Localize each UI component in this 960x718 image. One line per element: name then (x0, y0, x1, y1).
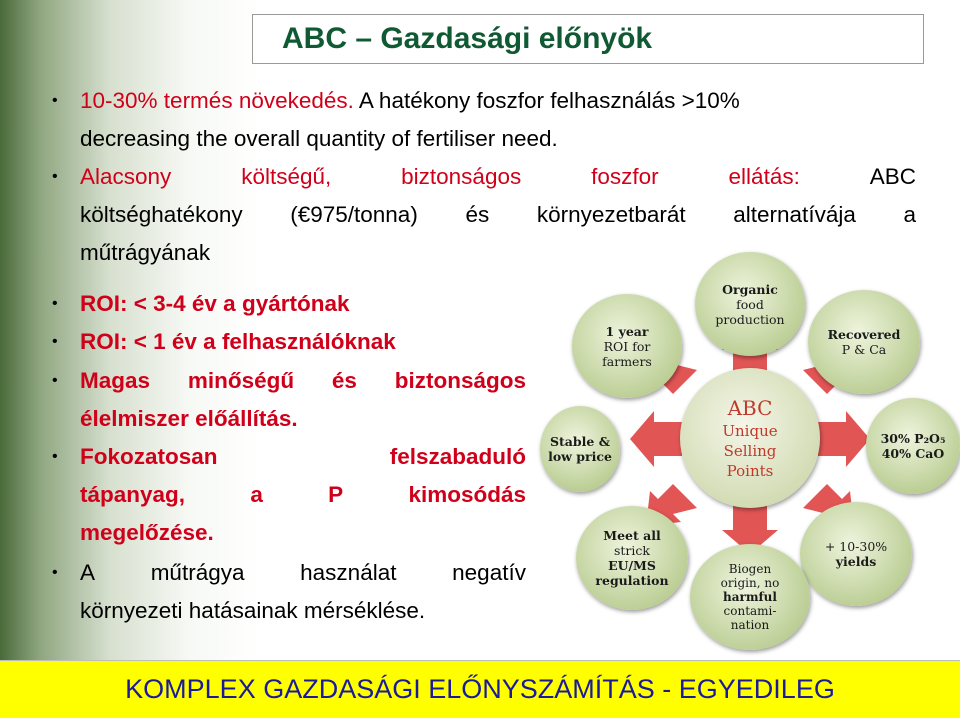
usp-price-circle (540, 406, 620, 492)
usp-roi-circle (572, 294, 682, 398)
bullet-2-line-2-word: és (465, 202, 490, 227)
bullet-2-word: ellátás: (728, 164, 800, 189)
bullet-7-line-2: környezeti hatásainak mérséklése. (80, 598, 426, 623)
usp-recovered-label: Recovered (827, 327, 901, 342)
bullet-1-highlight: 10-30% termés növekedés. (80, 88, 354, 113)
bullet-5-word: Magas (80, 368, 151, 393)
usp-organic-label: food (736, 296, 764, 312)
usp-recovered-label: P & Ca (841, 342, 887, 357)
bullet-5-line-2: élelmiszer előállítás. (80, 406, 298, 431)
usp-biogen-label: contami- (723, 604, 777, 618)
bullet-3-text: ROI: < 3-4 év a gyártónak (80, 291, 350, 316)
usp-roi-label: farmers (602, 353, 652, 369)
bullet-5-word: biztonságos (394, 368, 526, 393)
bullet-1-line-2: decreasing the overall quantity of fertiliser need. (80, 126, 558, 151)
bullet-6-line-2-word: kimosódás (408, 482, 526, 507)
bullet-dot-icon: • (52, 372, 58, 389)
bullet-dot-icon: • (52, 168, 58, 185)
usp-roi-label: 1 year (605, 323, 649, 339)
usp-organic-label: Organic (722, 281, 778, 297)
bullet-2-word: biztonságos (401, 164, 522, 189)
bullet-dot-icon: • (52, 92, 58, 109)
bullet-dot-icon: • (52, 448, 58, 465)
arrow-left-icon (630, 411, 682, 467)
bullet-2-line-3: műtrágyának (80, 240, 211, 265)
usp-biogen-label: harmful (723, 590, 777, 604)
usp-regulation-circle (576, 506, 688, 610)
usp-nutrients-circle (866, 398, 960, 494)
bullet-6-word: felszabaduló (389, 444, 526, 469)
bullet-5-word: minőségű (187, 368, 295, 393)
bullet-dot-icon: • (52, 295, 58, 312)
bullet-7-word: műtrágya (150, 560, 245, 585)
usp-regulation-label: strick (613, 543, 650, 558)
usp-price-label: Stable & (550, 434, 610, 449)
bullet-6-line-2-word: P (328, 482, 344, 507)
usp-diagram (540, 250, 960, 650)
bullet-6-line-3: megelőzése. (80, 520, 214, 545)
usp-center-circle (680, 368, 820, 508)
usp-center-label: ABC (727, 396, 773, 420)
usp-yields-label: + 10-30% (824, 539, 888, 554)
bullet-dot-icon: • (52, 333, 58, 350)
usp-price-label: low price (548, 449, 612, 464)
bullet-6-line-2-word: tápanyag, (80, 482, 186, 507)
bullet-2-line-2-word: alternatívája (733, 202, 856, 227)
usp-biogen-label: Biogen (728, 562, 772, 576)
bullet-1-text: A hatékony foszfor felhasználás >10% (353, 88, 740, 113)
bullet-2-line-2-word: környezetbarát (536, 202, 686, 227)
bullet-2-word: ABC (869, 164, 916, 189)
bullet-5-word: és (331, 368, 357, 393)
usp-organic-label: production (715, 311, 785, 327)
bullet-dot-icon: • (52, 564, 58, 581)
usp-biogen-label: origin, no (720, 576, 780, 590)
usp-regulation-label: Meet all (603, 528, 661, 543)
usp-p2o5-label: 30% P₂O₅ (880, 431, 946, 446)
usp-roi-label: ROI for (603, 338, 651, 354)
bullet-2-line-2-word: (€975/tonna) (290, 202, 418, 227)
footer-text: KOMPLEX GAZDASÁGI ELŐNYSZÁMÍTÁS - EGYEDILEG (125, 674, 835, 704)
usp-center-label: Unique (722, 422, 778, 440)
bullet-4-text: ROI: < 1 év a felhasználóknak (80, 329, 396, 354)
bullet-6-line-2-word: a (250, 482, 263, 507)
bullet-7-word: A (80, 560, 96, 585)
usp-cao-label: 40% CaO (881, 446, 945, 461)
usp-yields-circle (800, 502, 912, 606)
bullet-6-word: Fokozatosan (80, 444, 218, 469)
bullet-7-word: használat (300, 560, 397, 585)
usp-center-label: Selling (723, 442, 777, 460)
usp-biogen-circle (690, 544, 810, 650)
usp-regulation-label: regulation (595, 573, 669, 588)
usp-biogen-label: nation (730, 618, 770, 632)
bullet-7-word: negatív (452, 560, 526, 585)
bullet-2-word: foszfor (591, 164, 659, 189)
bullet-2-word: Alacsony (80, 164, 172, 189)
bullet-2-line-2-word: költséghatékony (80, 202, 243, 227)
arrow-right-icon (818, 411, 870, 467)
usp-yields-label: yields (835, 554, 877, 569)
usp-recovered-circle (808, 290, 920, 394)
usp-regulation-label: EU/MS (608, 558, 656, 573)
bullet-2-line-2-word: a (903, 202, 916, 227)
usp-center-label: Points (726, 462, 774, 480)
bullet-2-word: költségű, (241, 164, 332, 189)
page-title: ABC – Gazdasági előnyök (282, 22, 653, 55)
usp-organic-circle (695, 252, 805, 356)
